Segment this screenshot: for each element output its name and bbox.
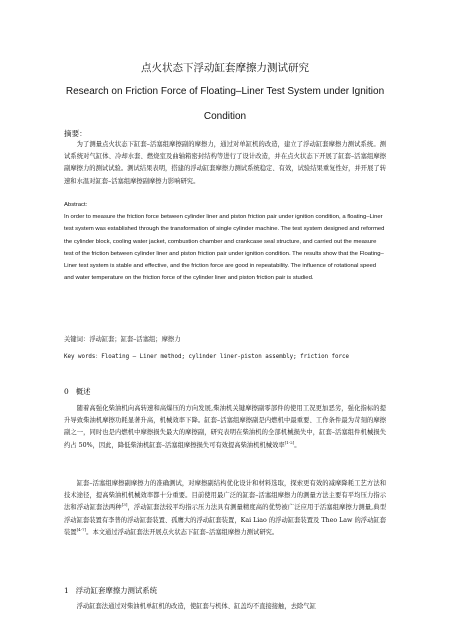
citation: [4-7] [76,526,87,532]
citation: [3] [121,502,128,508]
section1-heading [64,585,386,596]
abstract-en-heading: Abstract: [64,202,88,208]
keywords-en-label: Key words： [64,354,102,360]
paper-title-en-line1: Research on Friction Force of Floating–Liner Test System under Ignition [65,86,385,97]
citation: [1-2] [284,439,295,445]
abstract-en [64,199,386,284]
section0-p2-text-c: 。本文通过浮动缸套法开展点火状态下缸套–活塞组摩擦力测试研究。 [86,528,279,536]
section0-p1-end: 。 [294,441,301,449]
section1-number: 1 [64,586,69,595]
abstract-cn-text: 为了测量点火状态下缸套–活塞组摩擦副的摩擦力，通过对单缸机的改造，建立了浮动缸套摩擦力测试系统。测试系统对气缸体、冷却水套、燃烧室及曲轴箱密封结构等进行了设计改造，并在点火状态下开展了缸套–活塞组摩擦副摩擦力的测试试验。测试结果表明，搭建的浮动缸套摩擦力测试系统稳定、有效，试验结果重复性好，并开展了转速和水温对缸套–活塞组摩擦副摩擦力影响研究。 [64,141,386,185]
section0-paragraph-1 [64,403,386,452]
section1-title: 浮动缸套摩擦力测试系统 [75,586,158,595]
section0-p1-text: 随着高强化柴油机向高转速和高爆压的方向发展,柴油机关键摩擦副零部件的使用工况更加恶劣，强化指标的提升导致柴油机摩擦功耗显著升高，机械效率下降。缸套–活塞组摩擦副是内燃机中最重要、工作条件最为苛刻的摩擦副之一，同时也是内燃机中摩擦损失最大的摩擦副，研究表明在柴油机的全部机械损失中，缸套–活塞组件机械损失约占 50%，因此，降低柴油机缸套–活塞组摩擦损失可有效提高柴油机机械效率 [64,405,386,449]
section0-p2-text-a: 缸套–活塞组摩擦副摩擦力的准确测试，对摩擦副结构优化设计和材料选取，探索更有效的减摩降耗工艺方法和技术途径，提高柴油机机械效率都十分重要。目前使用最广泛的缸套–活塞组摩擦力的测量方法主要有平均压力指示法和浮动缸套法两种 [64,480,386,512]
section1-paragraph-1: 浮动缸套法通过对柴油机单缸机的改造，使缸套与机体、缸盖均不直接接触，去除气缸 [76,603,316,610]
keywords-en [64,351,386,360]
section0-p2-text-b: ，浮动缸套法较平均指示压力法具有测量精度高的优势被广泛应用于活塞组摩擦力测量,典型浮动缸套装置有李普的浮动缸套装置、孤鹰大的浮动缸套装置，Kai Liao 的浮动缸套装置及 Theo Law 的浮动缸套装置 [64,504,386,536]
keywords-cn-text: 浮动缸套；缸套–活塞组；摩擦力 [89,336,181,343]
keywords-cn-label: 关键词： [64,336,90,343]
section0-paragraph-2 [64,478,386,539]
section0-heading [64,386,386,397]
section0-number: 0 [64,387,69,396]
keywords-cn [64,334,386,346]
section0-title: 概述 [75,387,91,396]
abstract-cn [64,128,386,188]
abstract-cn-heading: 摘要： [64,129,87,138]
abstract-en-text: In order to measure the friction force between cylinder liner and piston friction pair under ignition condition, a floating–Liner test system was established through the transformation of single cylinder machine. The test system designed and reformed the cylinder block, cooling water jacket, combustion chamber and crankcase seal structure, and carried out the measure test of the friction between cylinder liner and piston friction pair under ignition condition. The results show that the Floating–Liner test system is stable and effective, and the friction force are good in repeatability. The influence of rotational speed and water temperature on the friction force of the cylinder liner and piston friction pair is studied. [64,214,385,282]
paper-title-cn: 点火状态下浮动缸套摩擦力测试研究 [141,62,309,74]
paper-title-en-line2: Condition [203,111,247,122]
keywords-en-text: Floating – Liner method; cylinder liner-piston assembly; friction force [101,354,350,360]
